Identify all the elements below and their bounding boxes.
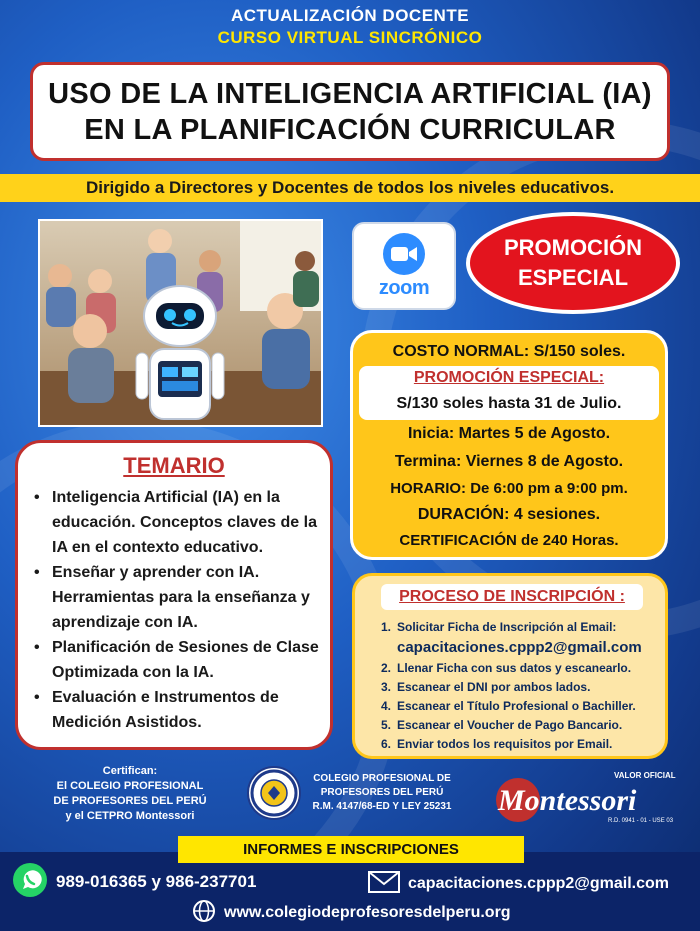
- registration-step: 1. Solicitar Ficha de Inscripción al Email:: [381, 620, 617, 634]
- start-date: Inicia: Martes 5 de Agosto.: [407, 425, 611, 442]
- schedule: HORARIO: De 6:00 pm a 9:00 pm.: [390, 480, 628, 497]
- normal-cost: COSTO NORMAL: S/150 soles.: [392, 343, 626, 360]
- registration-step: 5. Escanear el Voucher de Pago Bancario.: [381, 718, 623, 732]
- colegio-seal-logo: [247, 766, 301, 820]
- registration-step: 3. Escanear el DNI por ambos lados.: [381, 680, 591, 694]
- montessori-name: Montessori: [498, 784, 637, 817]
- montessori-logo: [492, 766, 684, 828]
- header-line-2: CURSO VIRTUAL SINCRÓNICO: [217, 28, 483, 47]
- certification: CERTIFICACIÓN de 240 Horas.: [399, 532, 619, 549]
- registration-step: 2. Llenar Ficha con sus datos y escanearlo.: [381, 661, 632, 675]
- header-line-1: ACTUALIZACIÓN DOCENTE: [230, 6, 470, 25]
- certifican-line: y el CETPRO Montessori: [65, 810, 195, 822]
- certifican-label: Certifican:: [102, 765, 158, 777]
- zoom-wordmark: zoom: [378, 276, 430, 299]
- promo-price: S/130 soles hasta 31 de Julio.: [396, 395, 622, 412]
- certifican-line: El COLEGIO PROFESIONAL: [56, 780, 204, 792]
- globe-icon: [192, 899, 216, 928]
- audience-banner: Dirigido a Directores y Docentes de todos los niveles educativos.: [0, 174, 700, 202]
- header-lines: [0, 6, 700, 48]
- footer-website: [192, 898, 511, 928]
- classroom-robot-image: [38, 219, 323, 427]
- syllabus-title: TEMARIO: [123, 453, 225, 478]
- course-title-line-1: USO DE LA INTELIGENCIA ARTIFICIAL (IA): [48, 77, 652, 110]
- course-title-line-2: EN LA PLANIFICACIÓN CURRICULAR: [84, 113, 616, 146]
- registration-step: 4. Escanear el Título Profesional o Bachiller.: [381, 699, 636, 713]
- zoom-logo-card: [352, 222, 456, 310]
- colegio-line: PROFESORES DEL PERÚ: [320, 787, 444, 798]
- montessori-code: R.D. 0941 - 01 - USE 03: [608, 818, 674, 824]
- duration: DURACIÓN: 4 sesiones.: [417, 506, 601, 523]
- registration-steps: [381, 618, 667, 754]
- certifican-line: DE PROFESORES DEL PERÚ: [53, 795, 207, 807]
- promo-label: PROMOCIÓN ESPECIAL:: [413, 369, 605, 386]
- phone-numbers[interactable]: 989-016365 y 986-237701: [56, 872, 257, 891]
- envelope-icon: [368, 871, 400, 898]
- syllabus-list: [34, 485, 330, 735]
- syllabus-item: • Planificación de Sesiones de Clase Optimizada con la IA.: [34, 635, 330, 685]
- registration-process-box: [352, 573, 668, 759]
- syllabus-item: • Enseñar y aprender con IA. Herramientas para la enseñanza y aprendizaje con IA.: [34, 560, 330, 635]
- pricing-schedule-box: [350, 330, 668, 560]
- promo-badge: [466, 212, 680, 314]
- website-link[interactable]: www.colegiodeprofesoresdelperu.org: [224, 904, 511, 921]
- registration-process-title: PROCESO DE INSCRIPCIÓN :: [381, 584, 643, 610]
- whatsapp-icon: [12, 862, 48, 903]
- video-camera-icon: [383, 233, 425, 275]
- footer-email: [368, 866, 669, 902]
- colegio-line: R.M. 4147/68-ED Y LEY 25231: [312, 801, 452, 812]
- end-date: Termina: Viernes 8 de Agosto.: [394, 453, 624, 470]
- classroom-illustration: [40, 221, 323, 427]
- montessori-tag: VALOR OFICIAL: [614, 771, 676, 780]
- course-title-box: [30, 62, 670, 161]
- footer-phones: [12, 862, 256, 902]
- registration-email: capacitaciones.cppp2@gmail.com: [397, 639, 642, 656]
- promo-line-1: PROMOCIÓN: [503, 235, 643, 260]
- certifying-entities: [30, 764, 230, 824]
- syllabus-box: [15, 440, 333, 750]
- syllabus-item: • Inteligencia Artificial (IA) en la educación. Conceptos claves de la IA en el contexto educativo.: [34, 485, 330, 560]
- syllabus-item: • Evaluación e Instrumentos de Medición Asistidos.: [34, 685, 330, 735]
- registration-step: 6. Enviar todos los requisitos por Email.: [381, 737, 613, 751]
- colegio-info: [302, 772, 462, 814]
- info-banner: INFORMES E INSCRIPCIONES: [178, 836, 524, 863]
- email-link[interactable]: capacitaciones.cppp2@gmail.com: [408, 875, 670, 892]
- promo-line-2: ESPECIAL: [517, 265, 629, 290]
- colegio-line: COLEGIO PROFESIONAL DE: [313, 773, 451, 784]
